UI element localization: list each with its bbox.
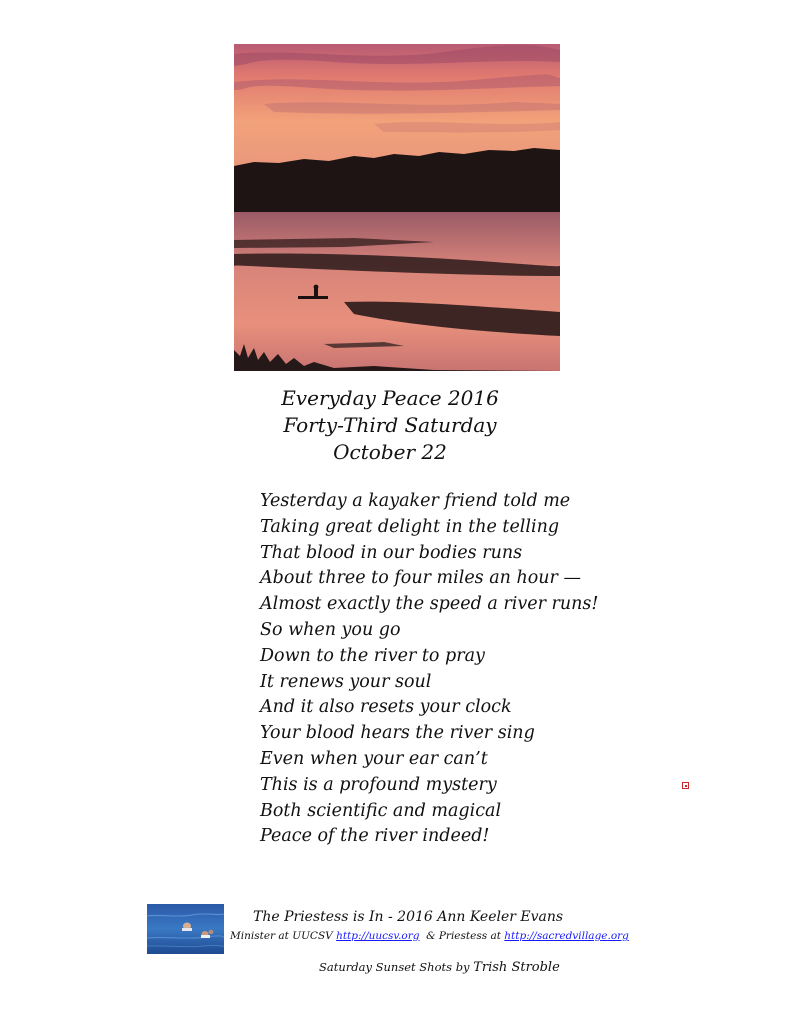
poem-line: This is a profound mystery (260, 774, 497, 795)
poem-line: Down to the river to pray (260, 645, 485, 666)
footer-affiliations (230, 930, 629, 942)
poem-line: About three to four miles an hour — (260, 568, 581, 589)
minister-label: Minister at UUCSV (230, 930, 337, 942)
title-block (240, 385, 540, 466)
poem-line: It renews your soul (260, 671, 432, 692)
priestess-label: & Priestess at (419, 930, 505, 942)
credit-label: Saturday Sunset Shots by (319, 960, 474, 974)
title-line-3: October 22 (333, 440, 447, 464)
sacredvillage-link[interactable]: http://sacredvillage.org (504, 930, 629, 942)
poem-line: Peace of the river indeed! (260, 826, 490, 847)
poem-line: Both scientific and magical (260, 800, 502, 821)
poem-line: Taking great delight in the telling (260, 516, 560, 537)
title-line-2: Forty-Third Saturday (283, 413, 497, 437)
credit-name: Trish Stroble (473, 960, 560, 975)
poem-line: And it also resets your clock (260, 697, 512, 718)
poem-line: Yesterday a kayaker friend told me (260, 491, 571, 511)
poem (260, 489, 640, 850)
poem-line: Almost exactly the speed a river runs! (260, 594, 599, 615)
photo-credit (319, 960, 560, 975)
footer-title: The Priestess is In - 2016 Ann Keeler Evans (253, 909, 564, 925)
title-line-1: Everyday Peace 2016 (281, 386, 499, 410)
poem-line: So when you go (260, 619, 401, 640)
poem-line: Even when your ear can’t (260, 748, 488, 769)
annotation-marker-icon[interactable] (682, 782, 689, 789)
uucsv-link[interactable]: http://uucsv.org (336, 930, 420, 942)
poem-line: Your blood hears the river sing (260, 723, 535, 744)
poem-line: That blood in our bodies runs (260, 542, 523, 563)
swimmers-thumbnail (147, 904, 224, 954)
sunset-river-photo (234, 44, 560, 371)
